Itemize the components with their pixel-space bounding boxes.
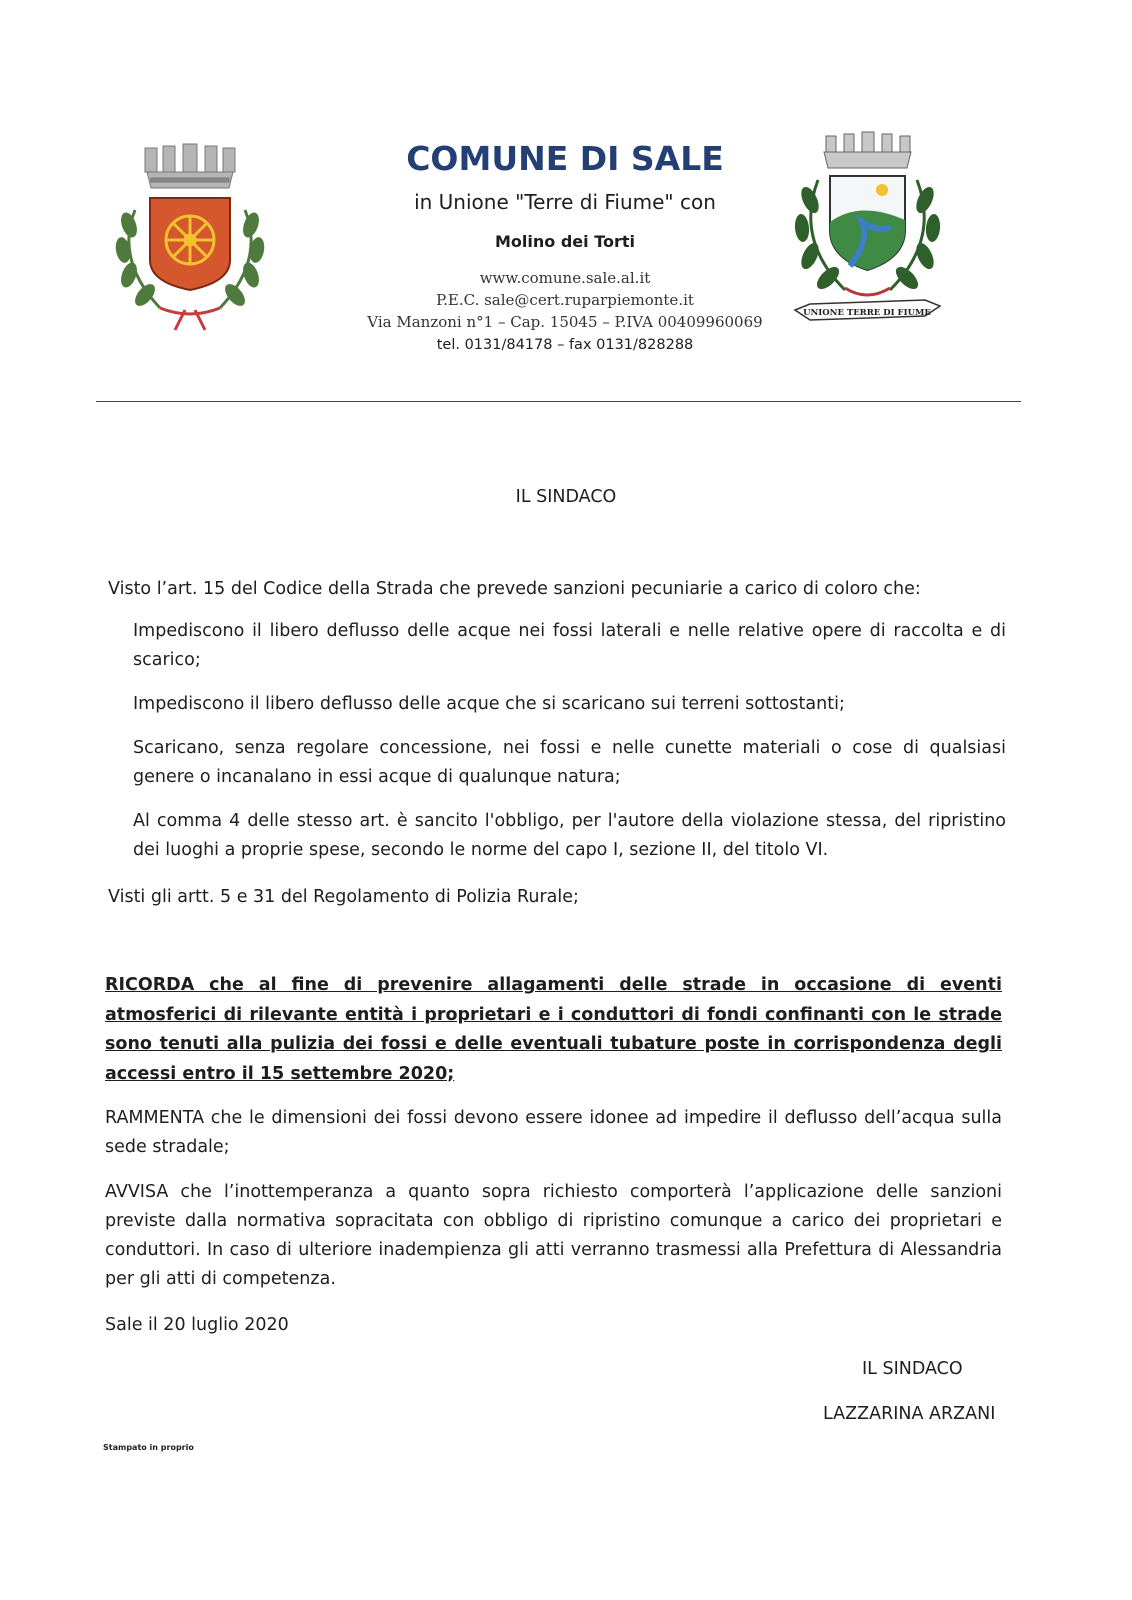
municipality-name: COMUNE DI SALE xyxy=(406,139,724,178)
avvisa-paragraph: AVVISA che l’inottemperanza a quanto sopra richiesto comporterà l’applicazione delle sanzioni previste dalla normativa sopracitata con obbligo di ripristino comunque a carico dei proprietari e conduttori. In caso di ulteriore inadempienza gli atti verranno trasmessi alla Prefettura di Alessandria per gli atti di competenza. xyxy=(105,1182,1002,1289)
phone-fax: tel. 0131/84178 – fax 0131/828288 xyxy=(436,337,694,353)
partner-municipality: Molino dei Torti xyxy=(495,232,635,251)
visti-paragraph: Visti gli artt. 5 e 31 del Regolamento di Polizia Rurale; xyxy=(108,887,579,907)
document-heading: IL SINDACO xyxy=(515,487,617,507)
sale-coat-of-arms-icon xyxy=(105,140,275,340)
signatory-name: LAZZARINA ARZANI xyxy=(823,1404,996,1424)
clause-item: Scaricano, senza regolare concessione, nei fossi e nelle cunette materiali o cose di qualsiasi genere o incanalano in essi acque di qualunque natura; xyxy=(133,738,1006,787)
union-line: in Unione "Terre di Fiume" con xyxy=(414,190,716,214)
postal-address: Via Manzoni n°1 – Cap. 15045 – P.IVA 00409960069 xyxy=(367,313,763,331)
visto-paragraph: Visto l’art. 15 del Codice della Strada che prevede sanzioni pecuniarie a carico di coloro che: xyxy=(108,579,921,599)
letterhead xyxy=(300,138,830,353)
pec-address: P.E.C. sale@cert.ruparpiemonte.it xyxy=(436,291,694,309)
clause-list xyxy=(133,617,1006,880)
header-divider xyxy=(96,401,1021,402)
website-link[interactable]: www.comune.sale.al.it xyxy=(479,269,651,287)
rammenta-paragraph: RAMMENTA che le dimensioni dei fossi devono essere idonee ad impedire il deflusso dell’acqua sulla sede stradale; xyxy=(105,1108,1002,1157)
clause-item: Al comma 4 delle stesso art. è sancito l'obbligo, per l'autore della violazione stessa, del ripristino dei luoghi a proprie spese, secondo le norme del capo I, sezione II, del titolo VI. xyxy=(133,811,1006,860)
clause-item: Impediscono il libero deflusso delle acque nei fossi laterali e nelle relative opere di raccolta e di scarico; xyxy=(133,621,1006,670)
signatory-title: IL SINDACO xyxy=(862,1359,963,1379)
clause-item: Impediscono il libero deflusso delle acque che si scaricano sui terreni sottostanti; xyxy=(133,694,845,714)
emblem-ribbon-text: UNIONE TERRE DI FIUME xyxy=(803,308,931,318)
ricorda-paragraph: RICORDA che al fine di prevenire allagamenti delle strade in occasione di eventi atmosferici di rilevante entità i proprietari e i conduttori di fondi confinanti con le strade sono tenuti alla pulizia dei fossi e delle eventuali tubature poste in corrispondenza degli accessi entro il 15 settembre 2020; xyxy=(105,975,1002,1084)
unione-terre-di-fiume-emblem-icon xyxy=(790,130,945,335)
place-date: Sale il 20 luglio 2020 xyxy=(105,1315,289,1335)
printed-note: Stampato in proprio xyxy=(103,1443,194,1452)
